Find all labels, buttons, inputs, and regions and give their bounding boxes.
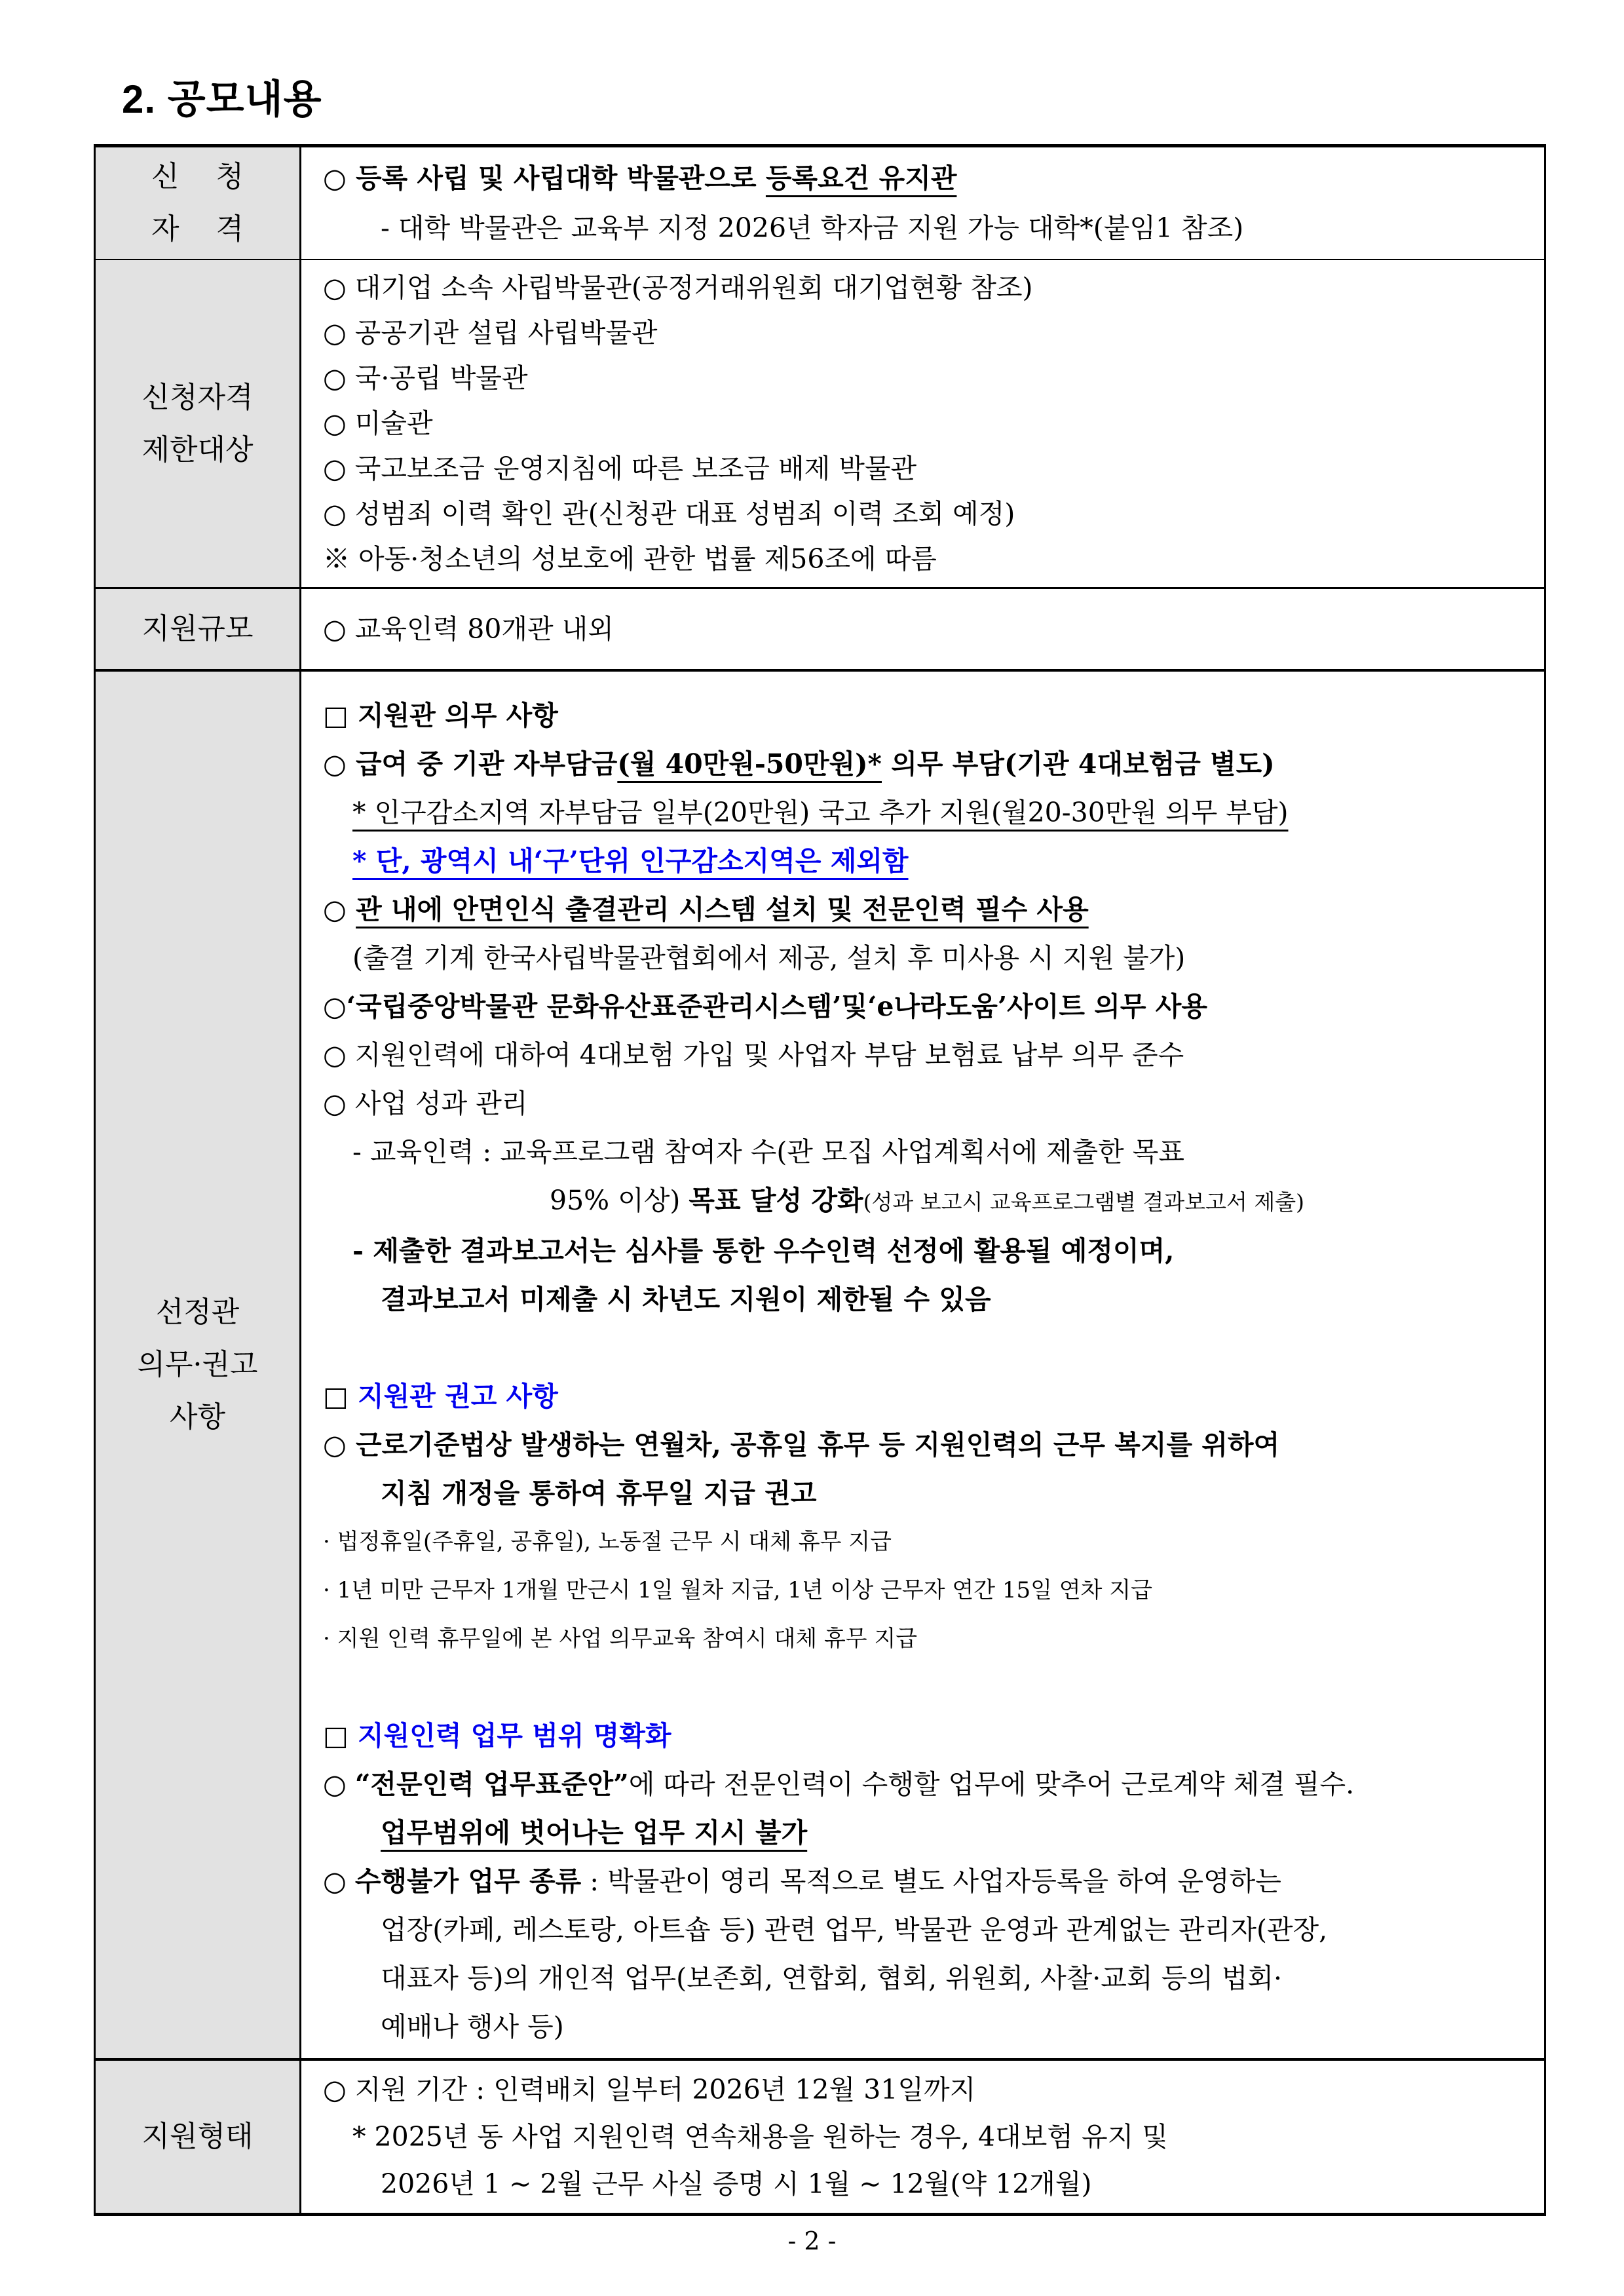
text-line bbox=[323, 1857, 1534, 1905]
text-segment: (성과 보고시 교육프로그램별 결과보고서 제출) bbox=[863, 1189, 1304, 1215]
text-line bbox=[323, 446, 1534, 491]
text-segment: ○ 대기업 소속 사립박물관(공정거래위원회 대기업현황 참조) bbox=[323, 272, 1033, 303]
row-header-cell bbox=[96, 589, 301, 669]
text-line bbox=[323, 1808, 1534, 1857]
text-line bbox=[323, 1079, 1534, 1128]
text-line bbox=[323, 1954, 1534, 2002]
page-title: 2. 공모내용 bbox=[122, 77, 322, 121]
row-header-label: 신 청 bbox=[151, 160, 244, 193]
text-segment: 의무 부담(기관 4대보험금 별도) bbox=[882, 748, 1275, 780]
text-line bbox=[323, 265, 1534, 311]
text-line bbox=[323, 1421, 1534, 1469]
text-segment: ○‘국립중앙박물관 문화유산표준관리시스템’및‘e나라도움’사이트 의무 사용 bbox=[323, 991, 1207, 1022]
text-segment: · 1년 미만 근무자 1개월 만근시 1일 월차 지급, 1년 이상 근무자 연간 15일 연차 지급 bbox=[323, 1577, 1152, 1603]
text-line bbox=[323, 1518, 1534, 1566]
text-segment: ○ 미술관 bbox=[323, 408, 433, 439]
text-segment: 등록요건 유지관 bbox=[765, 163, 957, 194]
row-content-cell bbox=[301, 2061, 1544, 2213]
text-segment: : 박물관이 영리 목적으로 별도 사업자등록을 하여 운영하는 bbox=[581, 1866, 1281, 1897]
text-line bbox=[323, 788, 1534, 837]
text-segment: * 2025년 동 사업 지원인력 연속채용을 원하는 경우, 4대보험 유지 및 bbox=[352, 2121, 1168, 2152]
row-content-cell bbox=[301, 672, 1544, 2058]
text-segment: * 인구감소지역 자부담금 일부(20만원) 국고 추가 지원(월20-30만원 의무 부담) bbox=[352, 797, 1289, 828]
text-line bbox=[323, 1031, 1534, 1079]
text-segment: □ bbox=[323, 1720, 358, 1751]
text-line bbox=[323, 537, 1534, 582]
text-line bbox=[323, 356, 1534, 401]
row-content-cell bbox=[301, 147, 1544, 259]
text-line bbox=[323, 1905, 1534, 1954]
text-line bbox=[323, 1227, 1534, 1275]
table-row bbox=[96, 259, 1544, 587]
text-segment: ○ 국고보조금 운영지침에 따른 보조금 배제 박물관 bbox=[323, 453, 917, 484]
text-segment: ○ 급여 중 기관 자부담금 bbox=[323, 748, 618, 780]
table-row bbox=[96, 2058, 1544, 2213]
row-content-cell bbox=[301, 260, 1544, 587]
text-line bbox=[323, 605, 1534, 653]
text-segment: 관 내에 안면인식 출결관리 시스템 설치 및 전문인력 필수 사용 bbox=[356, 894, 1089, 925]
text-line bbox=[323, 934, 1534, 982]
text-line bbox=[323, 837, 1534, 885]
row-header-cell bbox=[96, 2061, 301, 2213]
text-segment: - 제출한 결과보고서는 심사를 통한 우수인력 선정에 활용될 예정이며, bbox=[352, 1235, 1175, 1267]
text-segment: □ bbox=[323, 1381, 358, 1412]
text-segment: (월 40만원-50만원)* bbox=[617, 748, 882, 780]
text-segment: 업무범위에 벗어나는 업무 지시 불가 bbox=[381, 1817, 808, 1848]
row-header-label: 신청자격 bbox=[142, 380, 254, 414]
row-header-label: 선정관 bbox=[155, 1295, 240, 1329]
text-line bbox=[323, 2113, 1534, 2160]
row-content-cell bbox=[301, 589, 1544, 669]
text-segment: 대표자 등)의 개인적 업무(보존회, 연합회, 협회, 위원회, 사찰·교회 등의 법회· bbox=[381, 1962, 1283, 1994]
text-segment: · 법정휴일(주휴일, 공휴일), 노동절 근무 시 대체 휴무 지급 bbox=[323, 1529, 892, 1555]
text-segment: ○ 사업 성과 관리 bbox=[323, 1088, 528, 1119]
row-header-cell bbox=[96, 147, 301, 259]
row-header-label: 의무·권고 bbox=[137, 1348, 258, 1381]
text-segment: ○ 교육인력 80개관 내외 bbox=[323, 613, 614, 645]
text-line bbox=[323, 1128, 1534, 1176]
text-line bbox=[323, 1712, 1534, 1760]
text-segment: 지원관 권고 사항 bbox=[358, 1381, 558, 1412]
blank-line bbox=[323, 1324, 1534, 1372]
text-segment: 업장(카페, 레스토랑, 아트숍 등) 관련 업무, 박물관 운영과 관계없는 관리자(관장, bbox=[381, 1914, 1328, 1945]
text-line bbox=[323, 885, 1534, 934]
text-line bbox=[323, 982, 1534, 1031]
text-line bbox=[323, 401, 1534, 446]
table-row bbox=[96, 669, 1544, 2058]
text-line bbox=[323, 1176, 1534, 1227]
text-segment: ○ bbox=[323, 1866, 355, 1897]
row-header-label: 사항 bbox=[169, 1400, 225, 1434]
text-line bbox=[323, 691, 1534, 740]
text-line bbox=[323, 153, 1534, 203]
text-segment: 95% 이상) bbox=[550, 1185, 689, 1216]
text-segment: · 지원 인력 휴무일에 본 사업 의무교육 참여시 대체 휴무 지급 bbox=[323, 1626, 918, 1652]
text-line bbox=[323, 1469, 1534, 1518]
text-line bbox=[323, 1372, 1534, 1421]
text-segment: 예배나 행사 등) bbox=[381, 2011, 564, 2042]
text-line bbox=[323, 203, 1534, 253]
row-header-cell bbox=[96, 260, 301, 587]
row-header-label: 자 격 bbox=[151, 212, 244, 246]
table-row bbox=[96, 147, 1544, 259]
row-header-label: 제한대상 bbox=[142, 432, 254, 467]
text-segment: “전문인력 업무표준안” bbox=[354, 1769, 629, 1800]
text-segment: - 교육인력 : 교육프로그램 참여자 수(관 모집 사업계획서에 제출한 목표 bbox=[352, 1136, 1184, 1168]
text-segment: □ 지원관 의무 사항 bbox=[323, 700, 558, 731]
text-segment: 지원인력 업무 범위 명확화 bbox=[358, 1720, 671, 1751]
text-segment: ○ 국·공립 박물관 bbox=[323, 362, 528, 394]
content-table bbox=[94, 144, 1546, 2216]
text-line bbox=[323, 2160, 1534, 2208]
text-segment: ○ bbox=[323, 1769, 355, 1800]
row-header-label: 지원형태 bbox=[142, 2120, 254, 2153]
text-line bbox=[323, 491, 1534, 537]
text-segment: ○ 지원인력에 대하여 4대보험 가입 및 사업자 부담 보험료 납부 의무 준수 bbox=[323, 1039, 1184, 1071]
text-segment: * 단, 광역시 내‘구’단위 인구감소지역은 제외함 bbox=[352, 845, 909, 877]
text-segment: 2026년 1 ~ 2월 근무 사실 증명 시 1월 ~ 12월(약 12개월) bbox=[381, 2168, 1092, 2200]
text-line bbox=[323, 1615, 1534, 1663]
text-segment: 결과보고서 미제출 시 차년도 지원이 제한될 수 있음 bbox=[381, 1284, 991, 1315]
page-number: - 2 - bbox=[787, 2227, 837, 2255]
text-line bbox=[323, 311, 1534, 356]
text-segment: ※ 아동·청소년의 성보호에 관한 법률 제56조에 따름 bbox=[323, 543, 937, 575]
text-segment: 에 따라 전문인력이 수행할 업무에 맞추어 근로계약 체결 필수. bbox=[628, 1769, 1355, 1800]
text-segment: ○ 성범죄 이력 확인 관(신청관 대표 성범죄 이력 조회 예정) bbox=[323, 498, 1015, 529]
row-header-label: 지원규모 bbox=[142, 612, 254, 645]
text-segment: ○ bbox=[323, 894, 356, 925]
text-segment: ○ 등록 사립 및 사립대학 박물관으로 bbox=[323, 163, 766, 194]
blank-line bbox=[323, 1663, 1534, 1712]
text-segment: ○ 근로기준법상 발생하는 연월차, 공휴일 휴무 등 지원인력의 근무 복지를 위하여 bbox=[323, 1429, 1280, 1461]
text-segment: (출결 기계 한국사립박물관협회에서 제공, 설치 후 미사용 시 지원 불가) bbox=[352, 942, 1186, 974]
text-line bbox=[323, 1566, 1534, 1615]
table-row bbox=[96, 587, 1544, 669]
text-segment: ○ 공공기관 설립 사립박물관 bbox=[323, 317, 658, 349]
text-line bbox=[323, 740, 1534, 788]
text-segment: 수행불가 업무 종류 bbox=[354, 1866, 582, 1897]
text-line bbox=[323, 1760, 1534, 1808]
text-segment: - 대학 박물관은 교육부 지정 2026년 학자금 지원 가능 대학*(붙임1 참조) bbox=[381, 212, 1244, 244]
text-line bbox=[323, 2002, 1534, 2051]
text-segment: 지침 개정을 통하여 휴무일 지급 권고 bbox=[381, 1478, 817, 1509]
row-header-cell bbox=[96, 672, 301, 2058]
text-line bbox=[323, 1275, 1534, 1324]
text-segment: 목표 달성 강화 bbox=[689, 1185, 863, 1216]
text-segment: ○ 지원 기간 : 인력배치 일부터 2026년 12월 31일까지 bbox=[323, 2074, 976, 2105]
text-line bbox=[323, 2066, 1534, 2113]
